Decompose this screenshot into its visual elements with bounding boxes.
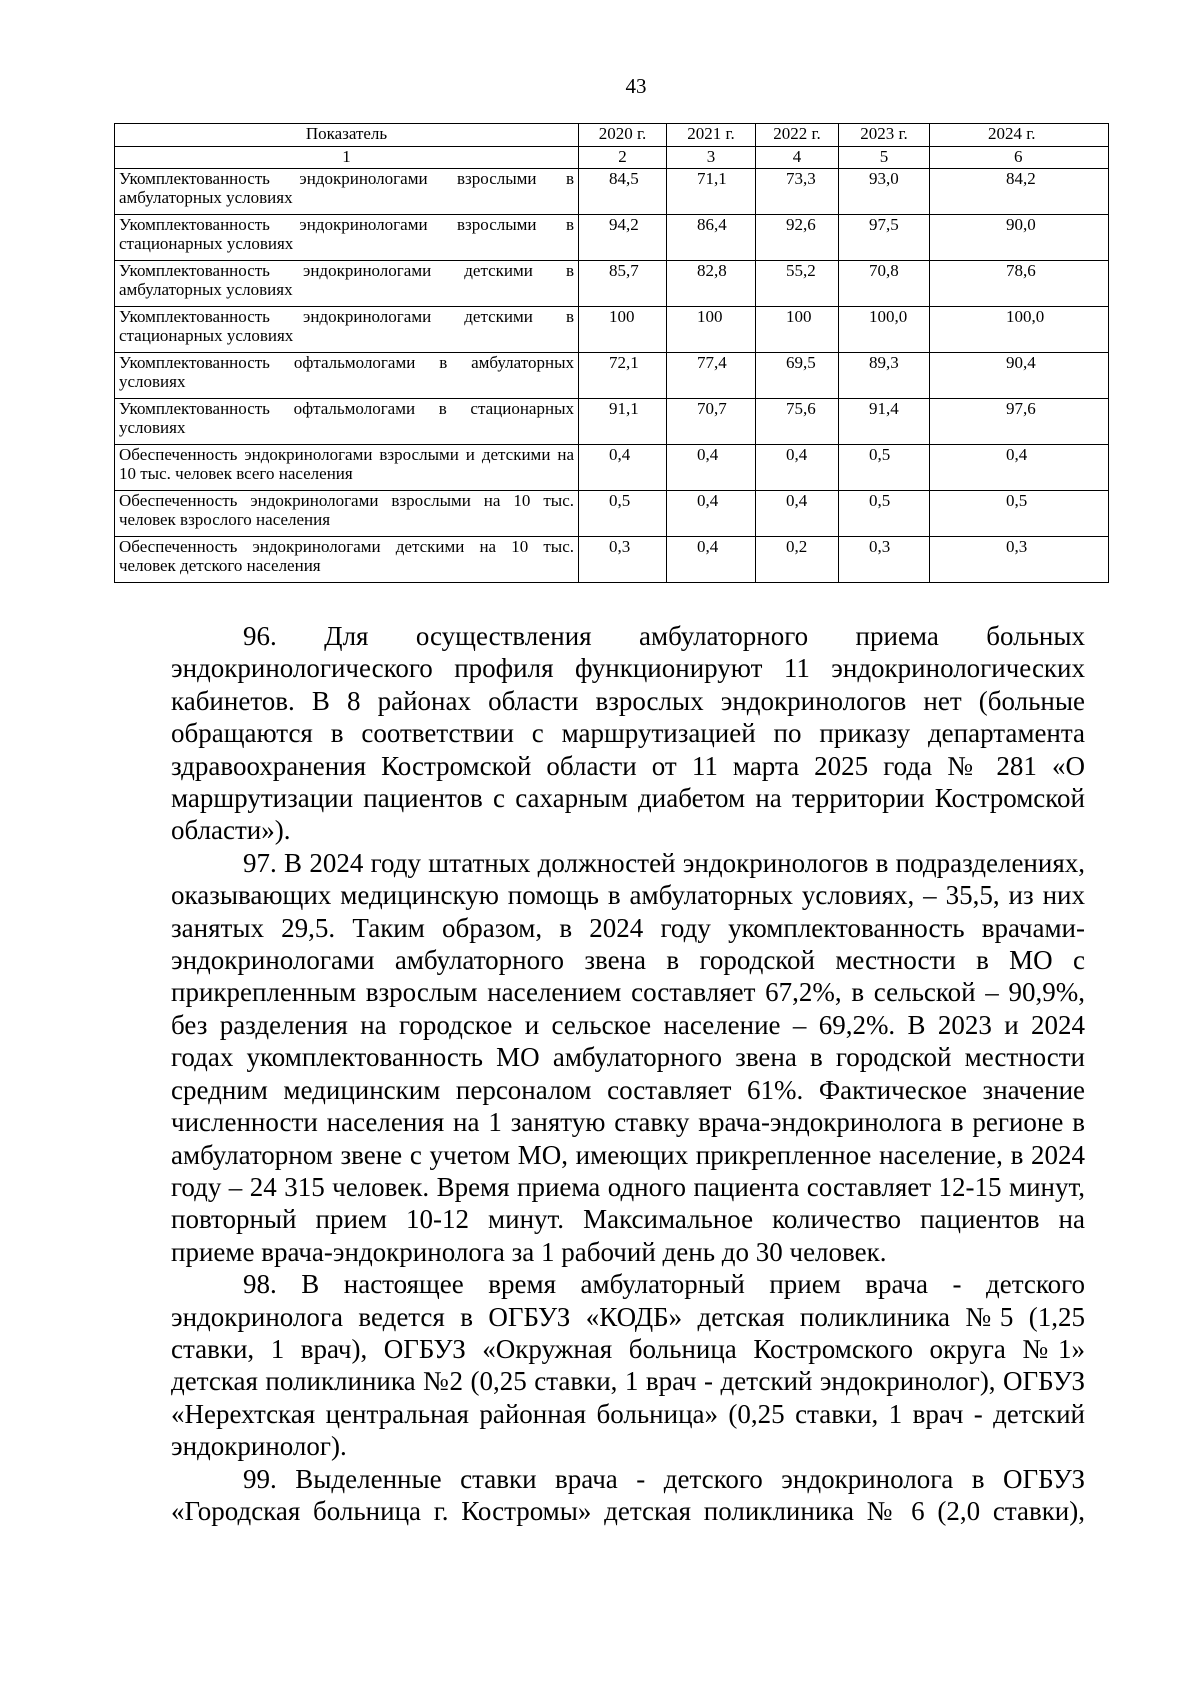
row-value: 0,4 [667,491,756,537]
column-number: 3 [667,147,756,169]
page-number: 43 [625,74,647,98]
row-value: 70,8 [839,261,930,307]
column-header: 2020 г. [579,124,667,147]
row-value: 0,4 [579,445,667,491]
column-header: 2021 г. [667,124,756,147]
row-label: Укомплектованность эндокринологами детскими в амбулаторных условиях [115,261,579,307]
paragraph-99: 99. Выделенные ставки врача - детского эндокринолога в ОГБУЗ «Городская больница г. Костромы» детская поликлиника № 6 (2,0 ставки), [171,1463,1085,1526]
row-value: 93,0 [839,169,930,215]
row-value: 71,1 [667,169,756,215]
paragraph-98: 98. В настоящее время амбулаторный прием врача - детского эндокринолога ведется в ОГБУЗ «КОДБ» детская поликлиника №5 (1,25 ставки, 1 врач), ОГБУЗ «Окружная больница Костромского округа №1» детская поликлиника №2 (0,25 ставки, 1 врач - детский эндокринолог), ОГБУЗ «Нерехтская центральная районная больница» (0,25 ставки, 1 врач - детский эндокринолог). [171,1269,1085,1462]
row-value: 94,2 [579,215,667,261]
row-value: 100,0 [839,307,930,353]
indicators-table [114,123,1109,583]
row-label: Обеспеченность эндокринологами взрослыми на 10 тыс. человек взрослого населения [115,491,579,537]
row-value: 100 [579,307,667,353]
row-label: Обеспеченность эндокринологами взрослыми и детскими на 10 тыс. человек всего населения [115,445,579,491]
row-value: 0,5 [579,491,667,537]
table-row [115,537,1109,583]
column-number-row [115,147,1109,169]
row-value: 0,3 [579,537,667,583]
row-value: 0,3 [930,537,1109,583]
column-number: 2 [579,147,667,169]
column-number: 4 [756,147,839,169]
row-value: 100 [667,307,756,353]
row-value: 91,4 [839,399,930,445]
row-value: 90,4 [930,353,1109,399]
row-label: Укомплектованность эндокринологами детскими в стационарных условиях [115,307,579,353]
row-value: 97,5 [839,215,930,261]
row-value: 89,3 [839,353,930,399]
row-label: Укомплектованность эндокринологами взрослыми в стационарных условиях [115,215,579,261]
paragraph-97: 97. В 2024 году штатных должностей эндокринологов в подразделениях, оказывающих медицинскую помощь в амбулаторных условиях, – 35,5, из них занятых 29,5. Таким образом, в 2024 году укомплектованность врачами-эндокринологами амбулаторного звена в городской местности в МО с прикрепленным взрослым населением составляет 67,2%, в сельской – 90,9%, без разделения на городское и сельское население – 69,2%. В 2023 и 2024 годах укомплектованность МО амбулаторного звена в городской местности средним медицинским персоналом составляет 61%. Фактическое значение численности населения на 1 занятую ставку врача-эндокринолога в регионе в амбулаторном звене с учетом МО, имеющих прикрепленное население, в 2024 году – 24 315 человек. Время приема одного пациента составляет 12-15 минут, повторный прием 10-12 минут. Максимальное количество пациентов на приеме врача-эндокринолога за 1 рабочий день до 30 человек. [171,847,1085,1267]
body-text [171,620,1085,1527]
row-value: 0,3 [839,537,930,583]
row-value: 90,0 [930,215,1109,261]
column-number: 6 [930,147,1109,169]
table-row [115,169,1109,215]
column-header: 2022 г. [756,124,839,147]
row-value: 0,5 [930,491,1109,537]
row-value: 75,6 [756,399,839,445]
row-value: 0,4 [756,445,839,491]
row-value: 73,3 [756,169,839,215]
row-label: Укомплектованность эндокринологами взрослыми в амбулаторных условиях [115,169,579,215]
row-value: 69,5 [756,353,839,399]
row-label: Обеспеченность эндокринологами детскими на 10 тыс. человек детского населения [115,537,579,583]
row-value: 0,4 [756,491,839,537]
table-row [115,261,1109,307]
column-header: Показатель [115,124,579,147]
table-header-row [115,124,1109,147]
paragraph-96: 96. Для осуществления амбулаторного приема больных эндокринологического профиля функционируют 11 эндокринологических кабинетов. В 8 районах области взрослых эндокринологов нет (больные обращаются в соответствии с маршрутизацией по приказу департамента здравоохранения Костромской области от 11 марта 2025 года № 281 «О маршрутизации пациентов с сахарным диабетом на территории Костромской области»). [171,621,1085,846]
row-value: 72,1 [579,353,667,399]
row-value: 0,5 [839,445,930,491]
table-row [115,491,1109,537]
row-value: 0,4 [930,445,1109,491]
row-value: 92,6 [756,215,839,261]
column-header: 2023 г. [839,124,930,147]
row-value: 84,5 [579,169,667,215]
row-value: 0,4 [667,445,756,491]
row-value: 85,7 [579,261,667,307]
table-row [115,215,1109,261]
row-value: 0,5 [839,491,930,537]
row-value: 55,2 [756,261,839,307]
row-value: 100,0 [930,307,1109,353]
table-row [115,399,1109,445]
column-number: 5 [839,147,930,169]
row-label: Укомплектованность офтальмологами в амбулаторных условиях [115,353,579,399]
row-value: 0,2 [756,537,839,583]
row-value: 78,6 [930,261,1109,307]
row-value: 77,4 [667,353,756,399]
row-value: 91,1 [579,399,667,445]
table-row [115,353,1109,399]
table-row [115,307,1109,353]
row-value: 100 [756,307,839,353]
table-row [115,445,1109,491]
row-value: 97,6 [930,399,1109,445]
row-value: 86,4 [667,215,756,261]
row-label: Укомплектованность офтальмологами в стационарных условиях [115,399,579,445]
column-header: 2024 г. [930,124,1109,147]
row-value: 0,4 [667,537,756,583]
row-value: 82,8 [667,261,756,307]
row-value: 70,7 [667,399,756,445]
column-number: 1 [115,147,579,169]
row-value: 84,2 [930,169,1109,215]
